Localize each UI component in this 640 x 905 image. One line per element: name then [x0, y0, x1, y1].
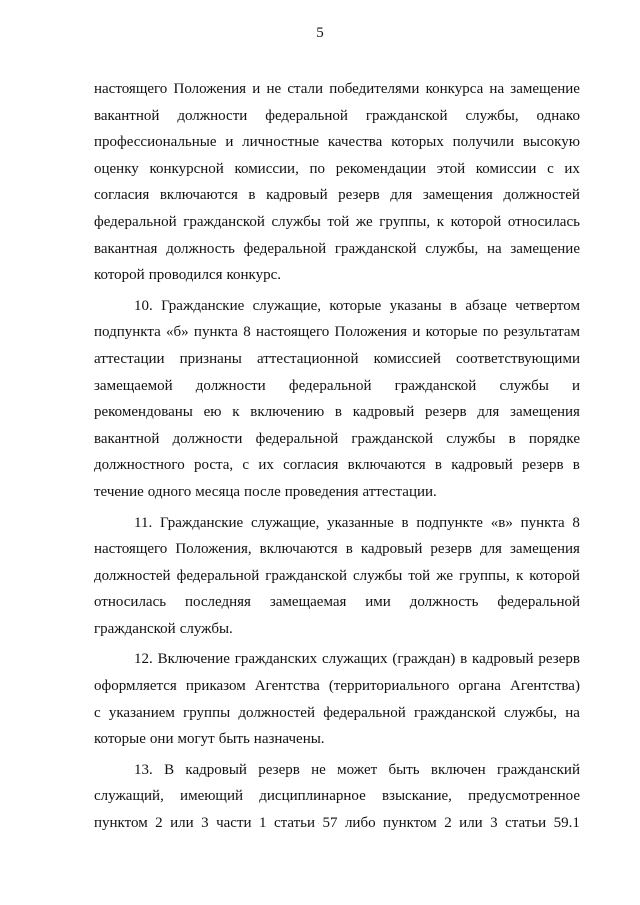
word: имеющий: [180, 788, 244, 805]
word: кадровый: [266, 187, 328, 204]
word: настоящего: [255, 324, 330, 341]
text-line: [94, 479, 580, 506]
word: признаны: [179, 350, 242, 367]
word: включаются: [347, 457, 426, 474]
word: той: [408, 567, 431, 584]
word: подпункте: [416, 514, 483, 531]
word: настоящего: [94, 541, 168, 558]
paragraph-p-10: [94, 293, 580, 506]
word: федеральной: [176, 567, 260, 584]
word: и: [571, 377, 580, 394]
word: не: [311, 761, 326, 778]
word: к: [436, 213, 444, 230]
text-line: [94, 510, 580, 537]
text-line: [94, 236, 580, 263]
word: для: [477, 404, 500, 421]
word: дисциплинарное: [259, 788, 366, 805]
word: резерв: [258, 761, 300, 778]
word: или: [170, 815, 194, 832]
word: конкурсной: [149, 160, 224, 177]
text-line: [94, 293, 580, 320]
word: включению: [250, 404, 325, 421]
word: и: [225, 134, 234, 151]
word: которой: [450, 213, 502, 230]
word: ими: [365, 594, 391, 611]
text-line: [94, 319, 580, 346]
word: их: [564, 160, 580, 177]
word: конкурс.: [226, 267, 282, 284]
word: пункта: [520, 514, 565, 531]
word: служащий,: [94, 788, 164, 805]
word: абзаце: [465, 297, 507, 314]
word: которых: [391, 134, 444, 151]
word: же: [355, 213, 373, 230]
word: части: [216, 815, 252, 832]
word: профессиональные: [94, 134, 217, 151]
word: течение: [94, 483, 144, 500]
word: федеральной: [94, 213, 177, 230]
word: Положения: [334, 324, 408, 341]
word: замещения: [422, 187, 493, 204]
word: замещение: [510, 240, 580, 257]
word: аттестации: [94, 350, 165, 367]
text-line: [94, 646, 580, 673]
word: гражданской: [183, 213, 265, 230]
word: Агентства: [254, 678, 320, 695]
text-line: [94, 536, 580, 563]
word: согласия: [94, 187, 150, 204]
text-line: [94, 616, 580, 643]
word: которой: [94, 267, 145, 284]
word: резерв: [538, 651, 580, 668]
word: которые: [329, 297, 382, 314]
word: настоящего: [94, 81, 168, 97]
word: которой: [529, 567, 580, 584]
word: 57: [322, 815, 338, 832]
word: федеральной: [323, 704, 406, 721]
word: победителями: [329, 81, 420, 97]
page-number: 5: [316, 25, 324, 41]
word: резерв: [430, 541, 472, 558]
word: 2: [444, 815, 452, 832]
word: рекомендации: [335, 160, 427, 177]
word: вакантной: [94, 430, 160, 447]
word: «в»: [490, 514, 513, 531]
word: должность: [166, 240, 235, 257]
word: с: [94, 704, 101, 721]
word: Гражданские: [161, 297, 245, 314]
word: включаются: [259, 541, 338, 558]
word: указанные: [327, 514, 394, 531]
word: гражданской: [94, 620, 176, 637]
word: приказом: [185, 678, 246, 695]
word: оформляется: [94, 678, 177, 695]
word: взыскание,: [381, 788, 452, 805]
word: 3: [490, 815, 498, 832]
word: аттестации.: [362, 483, 437, 500]
word: которые: [425, 324, 478, 341]
word: 8: [572, 514, 580, 531]
word: гражданской: [414, 704, 496, 721]
word: к: [515, 567, 524, 584]
word: включен: [430, 761, 486, 778]
word: 1: [258, 815, 267, 832]
word: быть: [218, 731, 250, 748]
word: они: [149, 731, 174, 748]
paragraph-p-12: [94, 646, 580, 752]
text-line: [94, 563, 580, 590]
document-body: [94, 76, 580, 837]
word: которые: [94, 731, 146, 748]
word: гражданской: [334, 240, 417, 257]
word: назначены.: [253, 731, 325, 748]
word: результатам: [503, 324, 580, 341]
text-line: [94, 426, 580, 453]
word: личностные: [242, 134, 320, 151]
word: в: [449, 297, 457, 314]
word: на: [565, 704, 580, 721]
word: резерв: [338, 187, 380, 204]
word: 3: [201, 815, 209, 832]
word: должности: [172, 430, 243, 447]
word: в: [460, 651, 468, 668]
word: Гражданские: [159, 514, 244, 531]
word: в: [401, 514, 409, 531]
text-line: [94, 589, 580, 616]
word: порядке: [528, 430, 580, 447]
word: службы,: [425, 240, 479, 257]
word: резерв: [425, 404, 467, 421]
word: той: [327, 213, 350, 230]
word: однако: [536, 107, 580, 124]
word: федеральной: [243, 240, 327, 257]
word: замещения: [510, 404, 580, 421]
word: рекомендованы: [94, 404, 193, 421]
word: на: [489, 81, 505, 97]
word: вакантная: [94, 240, 158, 257]
text-line: [94, 262, 580, 289]
word: гражданской: [365, 107, 448, 124]
word: служащие,: [252, 297, 322, 314]
word: предусмотренное: [468, 788, 580, 805]
word: должность: [409, 594, 479, 611]
word: для: [390, 187, 413, 204]
word: гражданской: [351, 430, 434, 447]
word: роста,: [193, 457, 234, 474]
word: гражданской: [265, 567, 347, 584]
word: пунктом: [383, 815, 437, 832]
text-line: [94, 129, 580, 156]
word: Агентства): [509, 678, 580, 695]
text-line: [94, 209, 580, 236]
word: 10.: [134, 297, 153, 314]
word: группы,: [459, 567, 510, 584]
word: 13.: [134, 761, 153, 778]
word: Положения,: [175, 541, 252, 558]
text-line: [94, 182, 580, 209]
word: резерв: [522, 457, 564, 474]
word: указаны: [389, 297, 442, 314]
text-line: [94, 726, 580, 753]
word: аттестационной: [256, 350, 359, 367]
word: «б»: [166, 324, 189, 341]
word: по: [482, 324, 499, 341]
word: может: [337, 761, 378, 778]
word: комиссии: [475, 160, 537, 177]
word: замещения: [510, 541, 580, 558]
word: стали: [287, 81, 324, 97]
word: вакантной: [94, 107, 160, 124]
word: в: [345, 541, 353, 558]
word: кадровый: [451, 457, 513, 474]
word: одного: [147, 483, 192, 500]
word: службы,: [503, 704, 558, 721]
word: проведения: [284, 483, 359, 500]
word: либо: [344, 815, 376, 832]
word: Положения: [173, 81, 247, 97]
word: службы.: [179, 620, 233, 637]
word: замещаемая: [269, 594, 347, 611]
word: (территориального: [328, 678, 450, 695]
word: службы: [352, 567, 403, 584]
word: получили: [452, 134, 515, 151]
word: качества: [327, 134, 383, 151]
word: последняя: [184, 594, 251, 611]
word: к: [232, 404, 240, 421]
word: группы: [183, 704, 231, 721]
text-line: [94, 346, 580, 373]
word: ею: [203, 404, 222, 421]
word: кадровый: [185, 761, 247, 778]
word: группы,: [379, 213, 431, 230]
word: включаются: [159, 187, 238, 204]
word: должностей: [94, 567, 171, 584]
text-line: [94, 452, 580, 479]
word: или: [459, 815, 483, 832]
word: замещение: [510, 81, 580, 97]
word: в: [508, 430, 516, 447]
word: гражданский: [496, 761, 580, 778]
word: подпункта: [94, 324, 161, 341]
word: после: [244, 483, 281, 500]
word: этой: [436, 160, 466, 177]
word: службы: [271, 213, 321, 230]
text-line: [94, 783, 580, 810]
word: комиссией: [373, 350, 441, 367]
word: на: [486, 240, 502, 257]
word: же: [436, 567, 454, 584]
word: В: [164, 761, 175, 778]
word: комиссии,: [234, 160, 299, 177]
word: 11.: [134, 514, 153, 531]
text-line: [94, 700, 580, 727]
word: 12.: [134, 651, 153, 668]
word: по: [309, 160, 326, 177]
word: кадровый: [472, 651, 534, 668]
word: соответствующими: [455, 350, 580, 367]
word: статьи: [505, 815, 547, 832]
word: должности: [177, 107, 248, 124]
word: оценку: [94, 160, 139, 177]
word: согласия: [283, 457, 339, 474]
word: и: [412, 324, 421, 341]
scan-speck: [318, 823, 319, 824]
word: с: [547, 160, 554, 177]
text-line: [94, 373, 580, 400]
word: месяца: [195, 483, 241, 500]
word: высокую: [522, 134, 580, 151]
text-line: [94, 156, 580, 183]
word: четвертом: [515, 297, 580, 314]
word: службы: [446, 430, 496, 447]
word: конкурса: [425, 81, 484, 97]
word: служащих: [321, 651, 388, 668]
word: не: [266, 81, 282, 97]
word: должностей: [503, 187, 580, 204]
word: статьи: [273, 815, 316, 832]
word: служащие,: [250, 514, 320, 531]
word: должностного: [94, 457, 185, 474]
word: могут: [177, 731, 215, 748]
word: гражданской: [394, 377, 477, 394]
word: замещаемой: [94, 377, 173, 394]
word: с: [242, 457, 250, 474]
text-line: [94, 810, 580, 837]
word: службы: [499, 377, 549, 394]
word: в: [572, 457, 580, 474]
word: относилась: [94, 594, 167, 611]
text-line: [94, 757, 580, 784]
word: должности: [195, 377, 266, 394]
word: органа: [458, 678, 501, 695]
word: федеральной: [265, 107, 348, 124]
word: в: [334, 404, 343, 421]
word: для: [479, 541, 502, 558]
word: федеральной: [255, 430, 339, 447]
word: 59.1: [553, 815, 580, 832]
word: службы,: [465, 107, 519, 124]
paragraph-p-13: [94, 757, 580, 837]
text-line: [94, 103, 580, 130]
text-line: [94, 673, 580, 700]
word: пункта: [193, 324, 238, 341]
word: их: [258, 457, 274, 474]
word: в: [248, 187, 256, 204]
word: (граждан): [392, 651, 456, 668]
word: федеральной: [288, 377, 372, 394]
word: относилась: [507, 213, 580, 230]
word: указанием: [108, 704, 175, 721]
word: Включение: [157, 651, 230, 668]
word: гражданских: [234, 651, 318, 668]
word: кадровый: [360, 541, 423, 558]
text-line: [94, 76, 580, 103]
paragraph-p-continuation: [94, 76, 580, 289]
paragraph-p-11: [94, 510, 580, 643]
word: в: [434, 457, 442, 474]
text-line: [94, 399, 580, 426]
word: 8: [243, 324, 251, 341]
word: пунктом: [94, 815, 148, 832]
word: федеральной: [497, 594, 580, 611]
word: быть: [388, 761, 420, 778]
word: должностей: [238, 704, 315, 721]
word: 2: [155, 815, 163, 832]
word: и: [252, 81, 261, 97]
word: кадровый: [352, 404, 415, 421]
word: проводился: [148, 267, 223, 284]
